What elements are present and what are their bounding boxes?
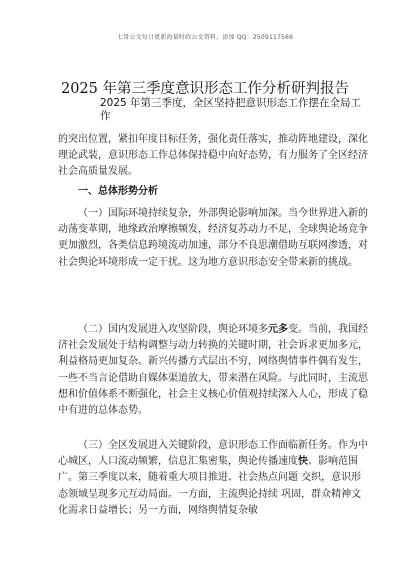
paragraph-district-bold: 快	[298, 456, 308, 468]
paragraph-domestic-text-2: 变。当前，我国经济社会发展处于结构调整与动力转换的关键时期，社会诉求更加多元，利益格局更加复杂。新兴传播方式层出不穷，网络舆情事件偶有发生，一些不当言论借助自媒体渠道放大，带来潜在风险。与此同时，主流思想和价值体系不断强化，社会主义核心价值观持续深入人心，形成了稳中有进的总体态势。	[58, 324, 368, 417]
paragraph-intro: 的突出位置，紧扣年度目标任务，强化责任落实，推动阵地建设，深化理论武装，意识形态工作总体保持稳中向好态势，有力服务了全区经济社会高质量发展。	[58, 134, 368, 178]
paragraph-district-text-1: （三）全区发展进入关键阶段，意识形态工作面临新任务。作为中心城区，人口流动频繁，信息汇集密集，舆论传播速度	[58, 440, 368, 468]
document-subtitle: 2025 年第三季度，全区坚持把意识形态工作摆在全局工作	[100, 97, 362, 122]
section-heading-overall: 一、总体形势分析	[78, 186, 158, 197]
paragraph-district	[58, 438, 370, 519]
paragraph-domestic	[58, 322, 370, 419]
paragraph-domestic-bold: 元多	[268, 324, 288, 335]
paragraph-domestic-text-1: （二）国内发展进入攻坚阶段，舆论环境多	[78, 324, 268, 335]
document-title: 2025 年第三季度意识形态工作分析研判报告	[60, 81, 349, 97]
paragraph-district-text-2: 、影响范围广。第三季度以来，随着重大项目推进、社会热点问题 交织，意识形态领域呈现多元互动局面。一方面，主流舆论持续 巩固，群众精神文化需求日益增长；另一方面，网络舆情复杂敏	[58, 456, 362, 516]
paragraph-international: （一）国际环境持续复杂，外部舆论影响加深。当今世界进入新的动荡变革期，地缘政治摩擦频发，经济复苏动力不足，全球舆论场竞争更加激烈，各类信息跨境流动加速，部分不良思潮借助互联网渗透，对社会舆论环境形成一定干扰。这为地方意识形态安全带来新的挑战。	[58, 208, 368, 268]
header-note: 七哥公文每日更新海量时政公文资料，添加 QQ：2509117569	[116, 34, 294, 41]
